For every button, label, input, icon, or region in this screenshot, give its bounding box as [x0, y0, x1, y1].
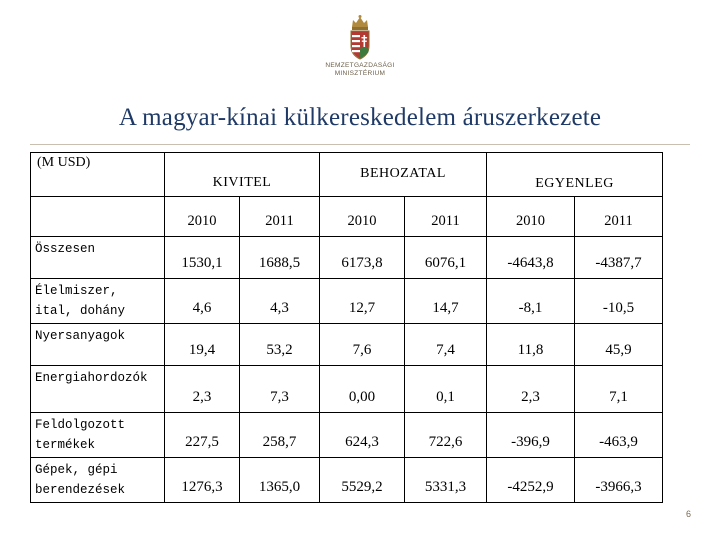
table-cell: 7,6 [320, 324, 405, 366]
table-cell: 53,2 [240, 324, 320, 366]
table-cell: 7,3 [240, 366, 320, 413]
table-cell: 722,6 [405, 413, 487, 458]
table-row [31, 279, 663, 324]
table-cell: 258,7 [240, 413, 320, 458]
title-divider [30, 144, 690, 145]
table-cell: 0,1 [405, 366, 487, 413]
table-cell: 19,4 [165, 324, 240, 366]
table-cell: 6173,8 [320, 237, 405, 279]
table-cell: -463,9 [575, 413, 663, 458]
ministry-logo [310, 14, 410, 84]
table-cell: 227,5 [165, 413, 240, 458]
table-cell: 1276,3 [165, 458, 240, 503]
table-cell: -8,1 [487, 279, 575, 324]
table-row [31, 324, 663, 366]
row-label: Összesen [31, 237, 165, 279]
year-header: 2011 [405, 197, 487, 237]
group-header-import: BEHOZATAL [320, 153, 487, 197]
ministry-name [310, 62, 410, 78]
header-year-row [31, 197, 663, 237]
row-label: Gépek, gépi berendezések [31, 458, 165, 503]
unit-label: (M USD) [31, 153, 165, 197]
table-cell: 5529,2 [320, 458, 405, 503]
page-number: 6 [686, 509, 692, 519]
table-cell: -4252,9 [487, 458, 575, 503]
year-header: 2010 [487, 197, 575, 237]
table-cell: 5331,3 [405, 458, 487, 503]
table-cell: 2,3 [487, 366, 575, 413]
coat-of-arms-icon [348, 14, 372, 60]
table-cell: -3966,3 [575, 458, 663, 503]
table-cell: 1688,5 [240, 237, 320, 279]
table-cell: -4387,7 [575, 237, 663, 279]
group-header-export: KIVITEL [165, 153, 320, 197]
ministry-line-2: MINISZTÉRIUM [334, 70, 386, 77]
table-cell: -4643,8 [487, 237, 575, 279]
table-cell: 0,00 [320, 366, 405, 413]
table-cell: 1530,1 [165, 237, 240, 279]
table-cell: 7,1 [575, 366, 663, 413]
table-row [31, 458, 663, 503]
table-row [31, 237, 663, 279]
group-header-balance: EGYENLEG [487, 153, 663, 197]
table-cell: 2,3 [165, 366, 240, 413]
year-header: 2011 [240, 197, 320, 237]
table-row [31, 413, 663, 458]
year-header: 2010 [320, 197, 405, 237]
table-cell: 7,4 [405, 324, 487, 366]
table-cell: 45,9 [575, 324, 663, 366]
ministry-line-1: NEMZETGAZDASÁGI [325, 62, 395, 69]
table-cell: 14,7 [405, 279, 487, 324]
table-cell: 11,8 [487, 324, 575, 366]
trade-structure-table [30, 152, 663, 503]
empty-corner-cell [31, 197, 165, 237]
table-cell: -396,9 [487, 413, 575, 458]
table-cell: 12,7 [320, 279, 405, 324]
year-header: 2011 [575, 197, 663, 237]
table-cell: 1365,0 [240, 458, 320, 503]
table-cell: 4,6 [165, 279, 240, 324]
year-header: 2010 [165, 197, 240, 237]
row-label: Energiahordozók [31, 366, 165, 413]
table-row [31, 366, 663, 413]
table-cell: 6076,1 [405, 237, 487, 279]
table-cell: 4,3 [240, 279, 320, 324]
row-label: Feldolgozott termékek [31, 413, 165, 458]
table-cell: -10,5 [575, 279, 663, 324]
page-title: A magyar-kínai külkereskedelem áruszerkezete [118, 104, 602, 131]
row-label: Élelmiszer, ital, dohány [31, 279, 165, 324]
table-cell: 624,3 [320, 413, 405, 458]
header-group-row [31, 153, 663, 197]
row-label: Nyersanyagok [31, 324, 165, 366]
